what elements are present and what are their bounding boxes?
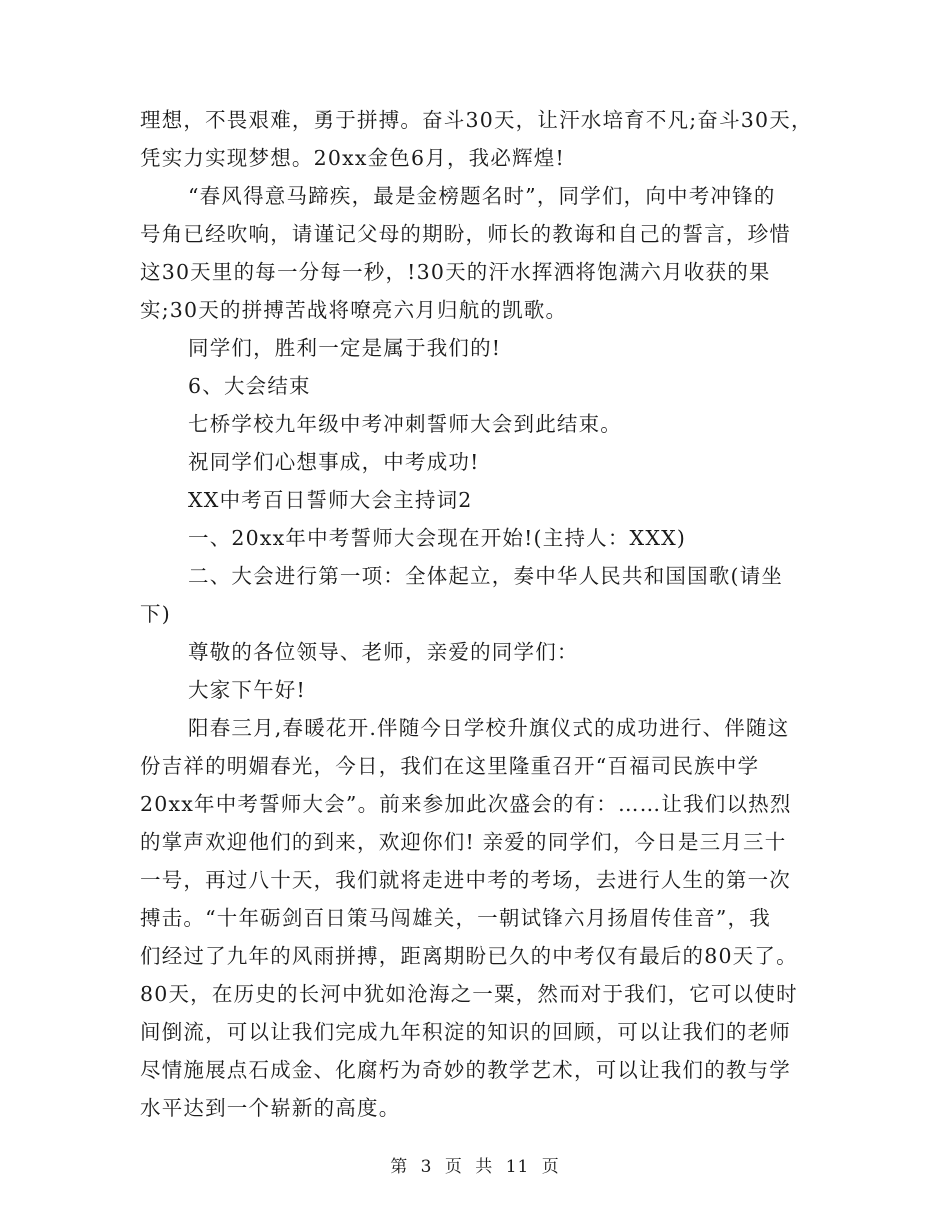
text-line: 6、大会结束 <box>188 374 311 398</box>
text-line: 间倒流，可以让我们完成九年积淀的知识的回顾，可以让我们的老师 <box>140 1020 791 1044</box>
text-line: 一、20xx年中考誓师大会现在开始!(主持人：XXX) <box>188 526 687 550</box>
text-line: 份吉祥的明媚春光，今日，我们在这里隆重召开“百福司民族中学 <box>140 754 760 778</box>
text-line: 搏击。“十年砺剑百日策马闯雄关，一朝试锋六月扬眉传佳音”，我 <box>140 906 771 930</box>
text-line: 同学们，胜利一定是属于我们的! <box>188 336 502 360</box>
page-number-text: 第 3 页 共 11 页 <box>390 1157 560 1177</box>
text-line: 尊敬的各位领导、老师，亲爱的同学们： <box>188 640 579 664</box>
page-footer <box>0 1152 950 1177</box>
text-line: 二、大会进行第一项：全体起立，奏中华人民共和国国歌(请坐 <box>188 564 784 588</box>
document-body <box>140 101 820 1127</box>
text-line: 凭实力实现梦想。20xx金色6月，我必辉煌! <box>140 146 565 170</box>
text-line: 这30天里的每一分每一秒，!30天的汗水挥洒将饱满六月收获的果 <box>140 260 771 284</box>
text-line: 阳春三月,春暖花开.伴随今日学校升旗仪式的成功进行、伴随这 <box>188 716 790 740</box>
text-line: 20xx年中考誓师大会”。前来参加此次盛会的有：……让我们以热烈 <box>140 792 792 816</box>
text-line: “春风得意马蹄疾，最是金榜题名时”，同学们，向中考冲锋的 <box>188 184 776 208</box>
text-line: 实;30天的拼搏苦战将嘹亮六月归航的凯歌。 <box>140 298 568 322</box>
text-line: 一号，再过八十天，我们就将走进中考的考场，去进行人生的第一次 <box>140 868 791 892</box>
text-line: XX中考百日誓师大会主持词2 <box>188 488 473 512</box>
text-line: 80天，在历史的长河中犹如沧海之一粟，然而对于我们，它可以使时 <box>140 982 798 1006</box>
text-line: 尽情施展点石成金、化腐朽为奇妙的教学艺术，可以让我们的教与学 <box>140 1058 791 1082</box>
text-line: 祝同学们心想事成，中考成功! <box>188 450 480 474</box>
text-line: 大家下午好! <box>188 678 306 702</box>
text-line: 的掌声欢迎他们的到来，欢迎你们! 亲爱的同学们，今日是三月三十 <box>140 830 787 854</box>
text-line: 理想，不畏艰难，勇于拼搏。奋斗30天，让汗水培育不凡;奋斗30天， <box>140 108 813 132</box>
text-line: 水平达到一个崭新的高度。 <box>140 1096 401 1120</box>
text-line: 号角已经吹响，请谨记父母的期盼，师长的教诲和自己的誓言，珍惜 <box>140 222 791 246</box>
text-line: 七桥学校九年级中考冲刺誓师大会到此结束。 <box>188 412 622 436</box>
text-line: 们经过了九年的风雨拼搏，距离期盼已久的中考仅有最后的80天了。 <box>140 944 798 968</box>
text-line: 下) <box>140 602 171 626</box>
